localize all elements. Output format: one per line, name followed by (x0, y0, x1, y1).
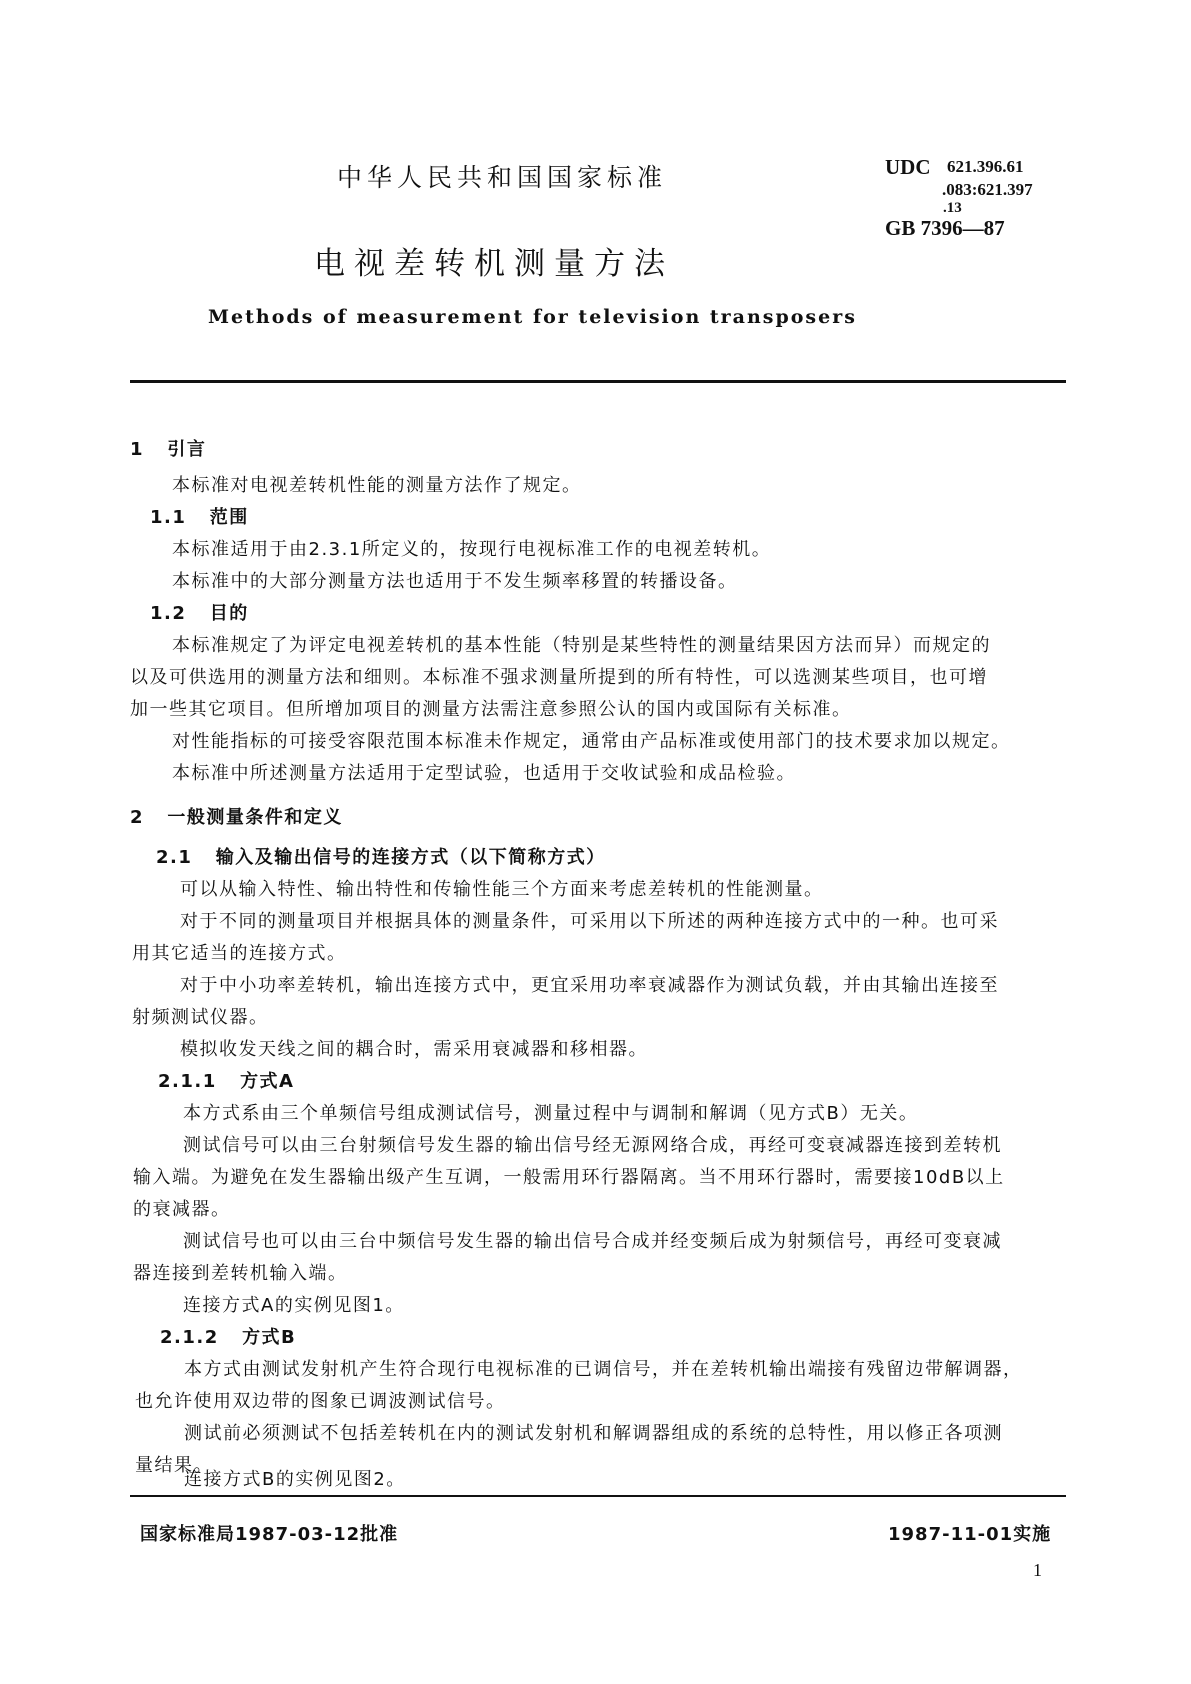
paragraph-line: 测试信号也可以由三台中频信号发生器的输出信号合成并经变频后成为射频信号，再经可变衰减 (183, 1231, 1002, 1252)
subsection-heading (156, 846, 606, 870)
paragraph-line: 测试前必须测试不包括差转机在内的测试发射机和解调器组成的系统的总特性，用以修正各项测 (184, 1423, 1003, 1444)
paragraph: 对性能指标的可接受容限范围本标准未作规定，通常由产品标准或使用部门的技术要求加以规定。 (172, 731, 1011, 752)
subsection-heading (158, 1070, 295, 1094)
section-number: 1.2 (150, 603, 187, 624)
section-title: 方式B (242, 1327, 297, 1348)
section-number: 2.1.1 (158, 1071, 217, 1092)
section-title: 输入及输出信号的连接方式（以下简称方式） (215, 847, 606, 868)
document-title: 电视差转机测量方法 (314, 246, 674, 282)
document-title-english: Methods of measurement for television transposers (208, 306, 857, 328)
gb-standard-number: GB 7396—87 (885, 216, 1005, 240)
subsection-heading (150, 506, 249, 530)
section-title: 方式A (240, 1071, 295, 1092)
paragraph: 可以从输入特性、输出特性和传输性能三个方面来考虑差转机的性能测量。 (180, 879, 824, 900)
page-number: 1 (1033, 1560, 1042, 1580)
paragraph-line: 对于不同的测量项目并根据具体的测量条件，可采用以下所述的两种连接方式中的一种。也可采 (180, 911, 999, 932)
section-title: 目的 (209, 603, 249, 624)
footer-divider (130, 1495, 1066, 1497)
section-number: 1.1 (150, 507, 187, 528)
paragraph-line: 用其它适当的连接方式。 (132, 943, 347, 964)
subsection-heading (150, 602, 249, 626)
paragraph-line: 本方式由测试发射机产生符合现行电视标准的已调信号，并在差转机输出端接有残留边带解调器， (184, 1359, 1023, 1380)
section-number: 2.1.2 (160, 1327, 219, 1348)
header-divider (130, 380, 1066, 383)
paragraph: 本标准对电视差转机性能的测量方法作了规定。 (172, 475, 582, 496)
paragraph-line: 也允许使用双边带的图象已调波测试信号。 (135, 1391, 506, 1412)
approval-date: 国家标准局1987-03-12批准 (140, 1524, 399, 1545)
paragraph: 模拟收发天线之间的耦合时，需采用衰减器和移相器。 (180, 1039, 648, 1060)
paragraph-line: 的衰减器。 (133, 1199, 231, 1220)
paragraph: 连接方式B的实例见图2。 (184, 1469, 406, 1490)
udc-code-line-1: 621.396.61 (947, 157, 1024, 176)
paragraph: 本方式系由三个单频信号组成测试信号，测量过程中与调制和解调（见方式B）无关。 (183, 1103, 919, 1124)
paragraph-line: 输入端。为避免在发生器输出级产生互调，一般需用环行器隔离。当不用环行器时，需要接10dB以上 (133, 1167, 1005, 1188)
paragraph: 本标准适用于由2.3.1所定义的，按现行电视标准工作的电视差转机。 (172, 539, 772, 560)
paragraph-line: 器连接到差转机输入端。 (133, 1263, 348, 1284)
section-heading (130, 806, 343, 830)
effective-date: 1987-11-01实施 (888, 1524, 1052, 1545)
paragraph-line: 以及可供选用的测量方法和细则。本标准不强求测量所提到的所有特性，可以选测某些项目，也可增 (130, 667, 988, 688)
paragraph-line: 加一些其它项目。但所增加项目的测量方法需注意参照公认的国内或国际有关标准。 (130, 699, 852, 720)
paragraph-line: 本标准规定了为评定电视差转机的基本性能（特别是某些特性的测量结果因方法而异）而规定的 (172, 635, 991, 656)
paragraph-line: 射频测试仪器。 (132, 1007, 269, 1028)
paragraph: 连接方式A的实例见图1。 (183, 1295, 405, 1316)
section-title: 引言 (167, 439, 207, 460)
section-number: 1 (130, 439, 145, 460)
paragraph-line: 对于中小功率差转机，输出连接方式中，更宜采用功率衰减器作为测试负载，并由其输出连接至 (180, 975, 999, 996)
udc-code-line-3: .13 (943, 200, 962, 216)
udc-label: UDC (885, 155, 931, 179)
paragraph-line: 量结果。 (135, 1455, 213, 1476)
section-number: 2 (130, 807, 145, 828)
paragraph-line: 测试信号可以由三台射频信号发生器的输出信号经无源网络合成，再经可变衰减器连接到差转机 (183, 1135, 1002, 1156)
issuing-authority: 中华人民共和国国家标准 (337, 163, 668, 192)
section-number: 2.1 (156, 847, 193, 868)
subsection-heading (160, 1326, 296, 1350)
paragraph: 本标准中的大部分测量方法也适用于不发生频率移置的转播设备。 (172, 571, 738, 592)
section-title: 范围 (209, 507, 249, 528)
section-title: 一般测量条件和定义 (167, 807, 343, 828)
udc-code-line-2: .083:621.397 (942, 180, 1033, 199)
paragraph: 本标准中所述测量方法适用于定型试验，也适用于交收试验和成品检验。 (172, 763, 796, 784)
section-heading (130, 438, 206, 462)
